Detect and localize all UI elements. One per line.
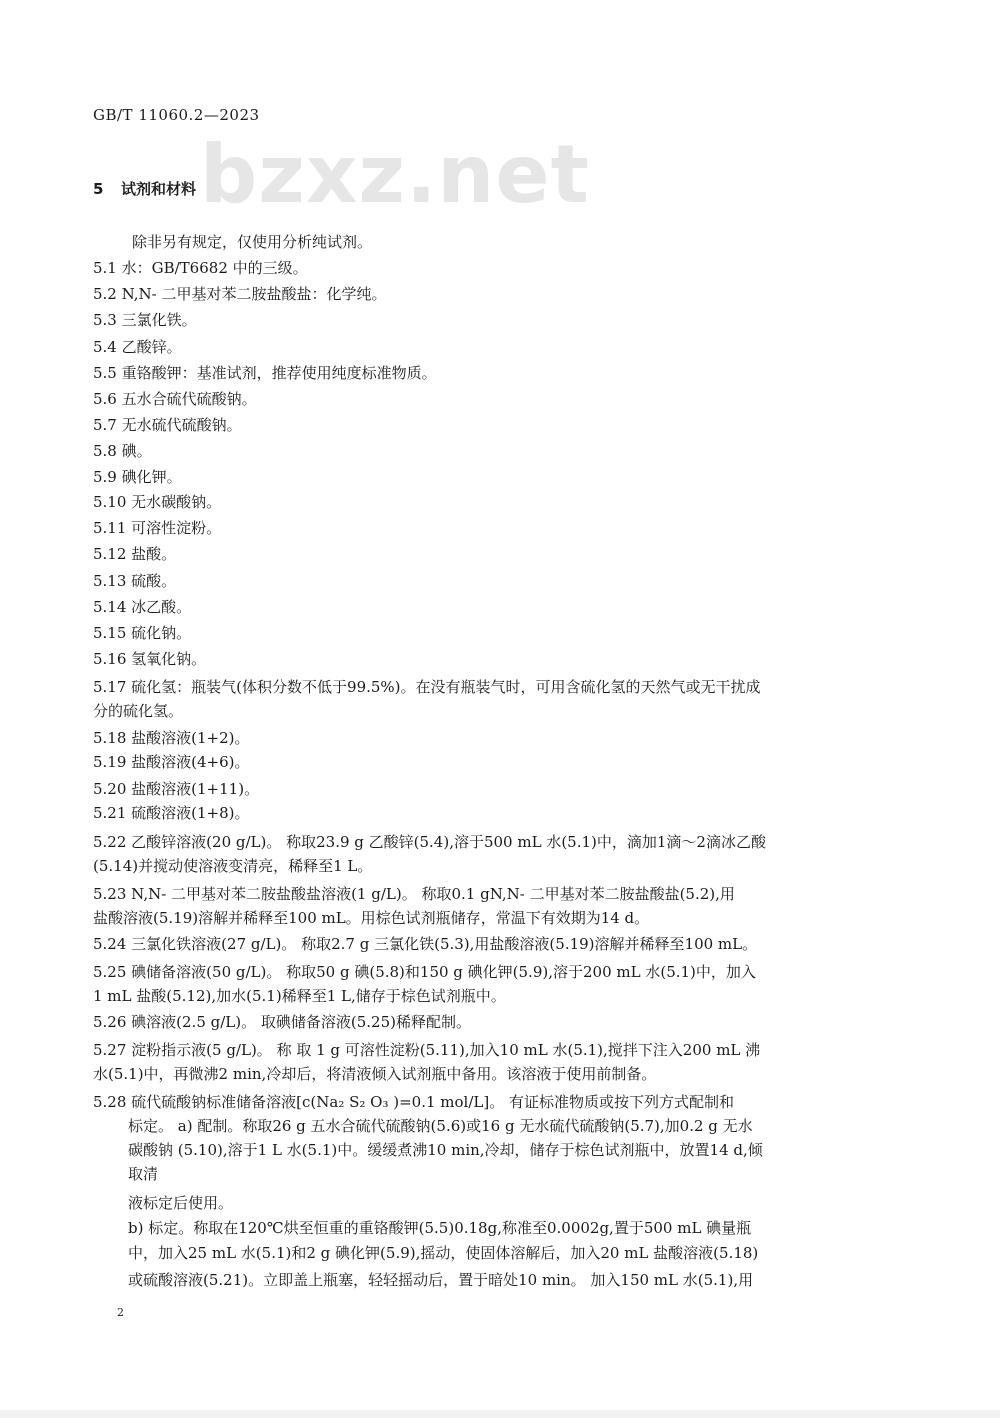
text-line: 5.2 N,N- 二甲基对苯二胺盐酸盐：化学纯。 xyxy=(93,285,387,303)
text-line: b) 标定。称取在120℃烘至恒重的重铬酸钾(5.5)0.18g,称准至0.0002g,置于500 mL 碘量瓶 xyxy=(128,1219,752,1237)
text-line: 5.19 盐酸溶液(4+6)。 xyxy=(93,753,250,771)
text-line: 5.6 五水合硫代硫酸钠。 xyxy=(93,390,257,408)
text-line: 或硫酸溶液(5.21)。立即盖上瓶塞，轻轻摇动后，置于暗处10 min。 加入150 mL 水(5.1),用 xyxy=(128,1271,754,1289)
section-heading xyxy=(93,178,196,199)
text-line: 水(5.1)中，再微沸2 min,冷却后，将清液倾入试剂瓶中备用。该溶液于使用前制备。 xyxy=(93,1065,657,1083)
text-line: 5.9 碘化钾。 xyxy=(93,468,182,486)
watermark: bzxz.net xyxy=(200,128,590,221)
intro-text: 除非另有规定，仅使用分析纯试剂。 xyxy=(132,233,373,251)
text-line: 5.17 硫化氢：瓶装气(体积分数不低于99.5%)。在没有瓶装气时，可用含硫化氢的天然气或无干扰成 xyxy=(93,678,761,696)
text-line: 5.20 盐酸溶液(1+11)。 xyxy=(93,780,260,798)
text-line: 5.4 乙酸锌。 xyxy=(93,338,182,356)
text-line: 5.13 硫酸。 xyxy=(93,572,177,590)
section-title: 试剂和材料 xyxy=(121,180,197,198)
text-line: 液标定后使用。 xyxy=(128,1194,234,1212)
text-line: 5.14 冰乙酸。 xyxy=(93,598,192,616)
text-line: 5.18 盐酸溶液(1+2)。 xyxy=(93,729,250,747)
text-line: 盐酸溶液(5.19)溶解并稀释至100 mL。用棕色试剂瓶储存，常温下有效期为14 d。 xyxy=(93,909,650,927)
text-line: 5.5 重铬酸钾：基准试剂，推荐使用纯度标准物质。 xyxy=(93,364,437,382)
text-line: 中，加入25 mL 水(5.1)和2 g 碘化钾(5.9),摇动，使固体溶解后，加入20 mL 盐酸溶液(5.18) xyxy=(128,1244,759,1262)
text-line: 5.15 硫化钠。 xyxy=(93,624,192,642)
text-line: 5.27 淀粉指示液(5 g/L)。 称 取 1 g 可溶性淀粉(5.11),加入10 mL 水(5.1),搅拌下注入200 mL 沸 xyxy=(93,1041,761,1059)
text-line: 5.22 乙酸锌溶液(20 g/L)。 称取23.9 g 乙酸锌(5.4),溶于500 mL 水(5.1)中，滴加1滴～2滴冰乙酸 xyxy=(93,833,766,851)
text-line: 5.25 碘储备溶液(50 g/L)。 称取50 g 碘(5.8)和150 g 碘化钾(5.9),溶于200 mL 水(5.1)中，加入 xyxy=(93,963,756,981)
page-bottom-edge xyxy=(0,1410,1000,1418)
standard-code: GB/T 11060.2—2023 xyxy=(93,106,260,124)
text-line: (5.14)并搅动使溶液变清亮，稀释至1 L。 xyxy=(93,857,373,875)
text-line: 5.10 无水碳酸钠。 xyxy=(93,493,222,511)
text-line: 5.8 碘。 xyxy=(93,442,152,460)
text-line: 5.3 三氯化铁。 xyxy=(93,311,197,329)
section-number: 5 xyxy=(93,180,104,198)
text-line: 5.28 硫代硫酸钠标准储备溶液[c(Na₂ S₂ O₃ )=0.1 mol/L]。 有证标准物质或按下列方式配制和 xyxy=(93,1093,734,1111)
text-line: 5.12 盐酸。 xyxy=(93,545,177,563)
text-line: 5.23 N,N- 二甲基对苯二胺盐酸盐溶液(1 g/L)。 称取0.1 gN,N- 二甲基对苯二胺盐酸盐(5.2),用 xyxy=(93,885,735,903)
text-line: 碳酸钠 (5.10),溶于1 L 水(5.1)中。缓缓煮沸10 min,冷却，储存于棕色试剂瓶中，放置14 d,倾 xyxy=(128,1141,763,1159)
text-line: 5.16 氢氧化钠。 xyxy=(93,650,207,668)
text-line: 标定。 a) 配制。称取26 g 五水合硫代硫酸钠(5.6)或16 g 无水硫代硫酸钠(5.7),加0.2 g 无水 xyxy=(128,1117,753,1135)
text-line: 5.1 水：GB/T6682 中的三级。 xyxy=(93,259,308,277)
text-line: 5.24 三氯化铁溶液(27 g/L)。 称取2.7 g 三氯化铁(5.3),用盐酸溶液(5.19)溶解并稀释至100 mL。 xyxy=(93,935,758,953)
text-line: 5.26 碘溶液(2.5 g/L)。 取碘储备溶液(5.25)稀释配制。 xyxy=(93,1013,471,1031)
text-line: 1 mL 盐酸(5.12),加水(5.1)稀释至1 L,储存于棕色试剂瓶中。 xyxy=(93,987,506,1005)
text-line: 5.7 无水硫代硫酸钠。 xyxy=(93,416,242,434)
text-line: 5.21 硫酸溶液(1+8)。 xyxy=(93,804,250,822)
page-number: 2 xyxy=(117,1306,124,1319)
text-line: 取清 xyxy=(128,1165,159,1183)
text-line: 5.11 可溶性淀粉。 xyxy=(93,519,222,537)
text-line: 分的硫化氢。 xyxy=(93,702,184,720)
